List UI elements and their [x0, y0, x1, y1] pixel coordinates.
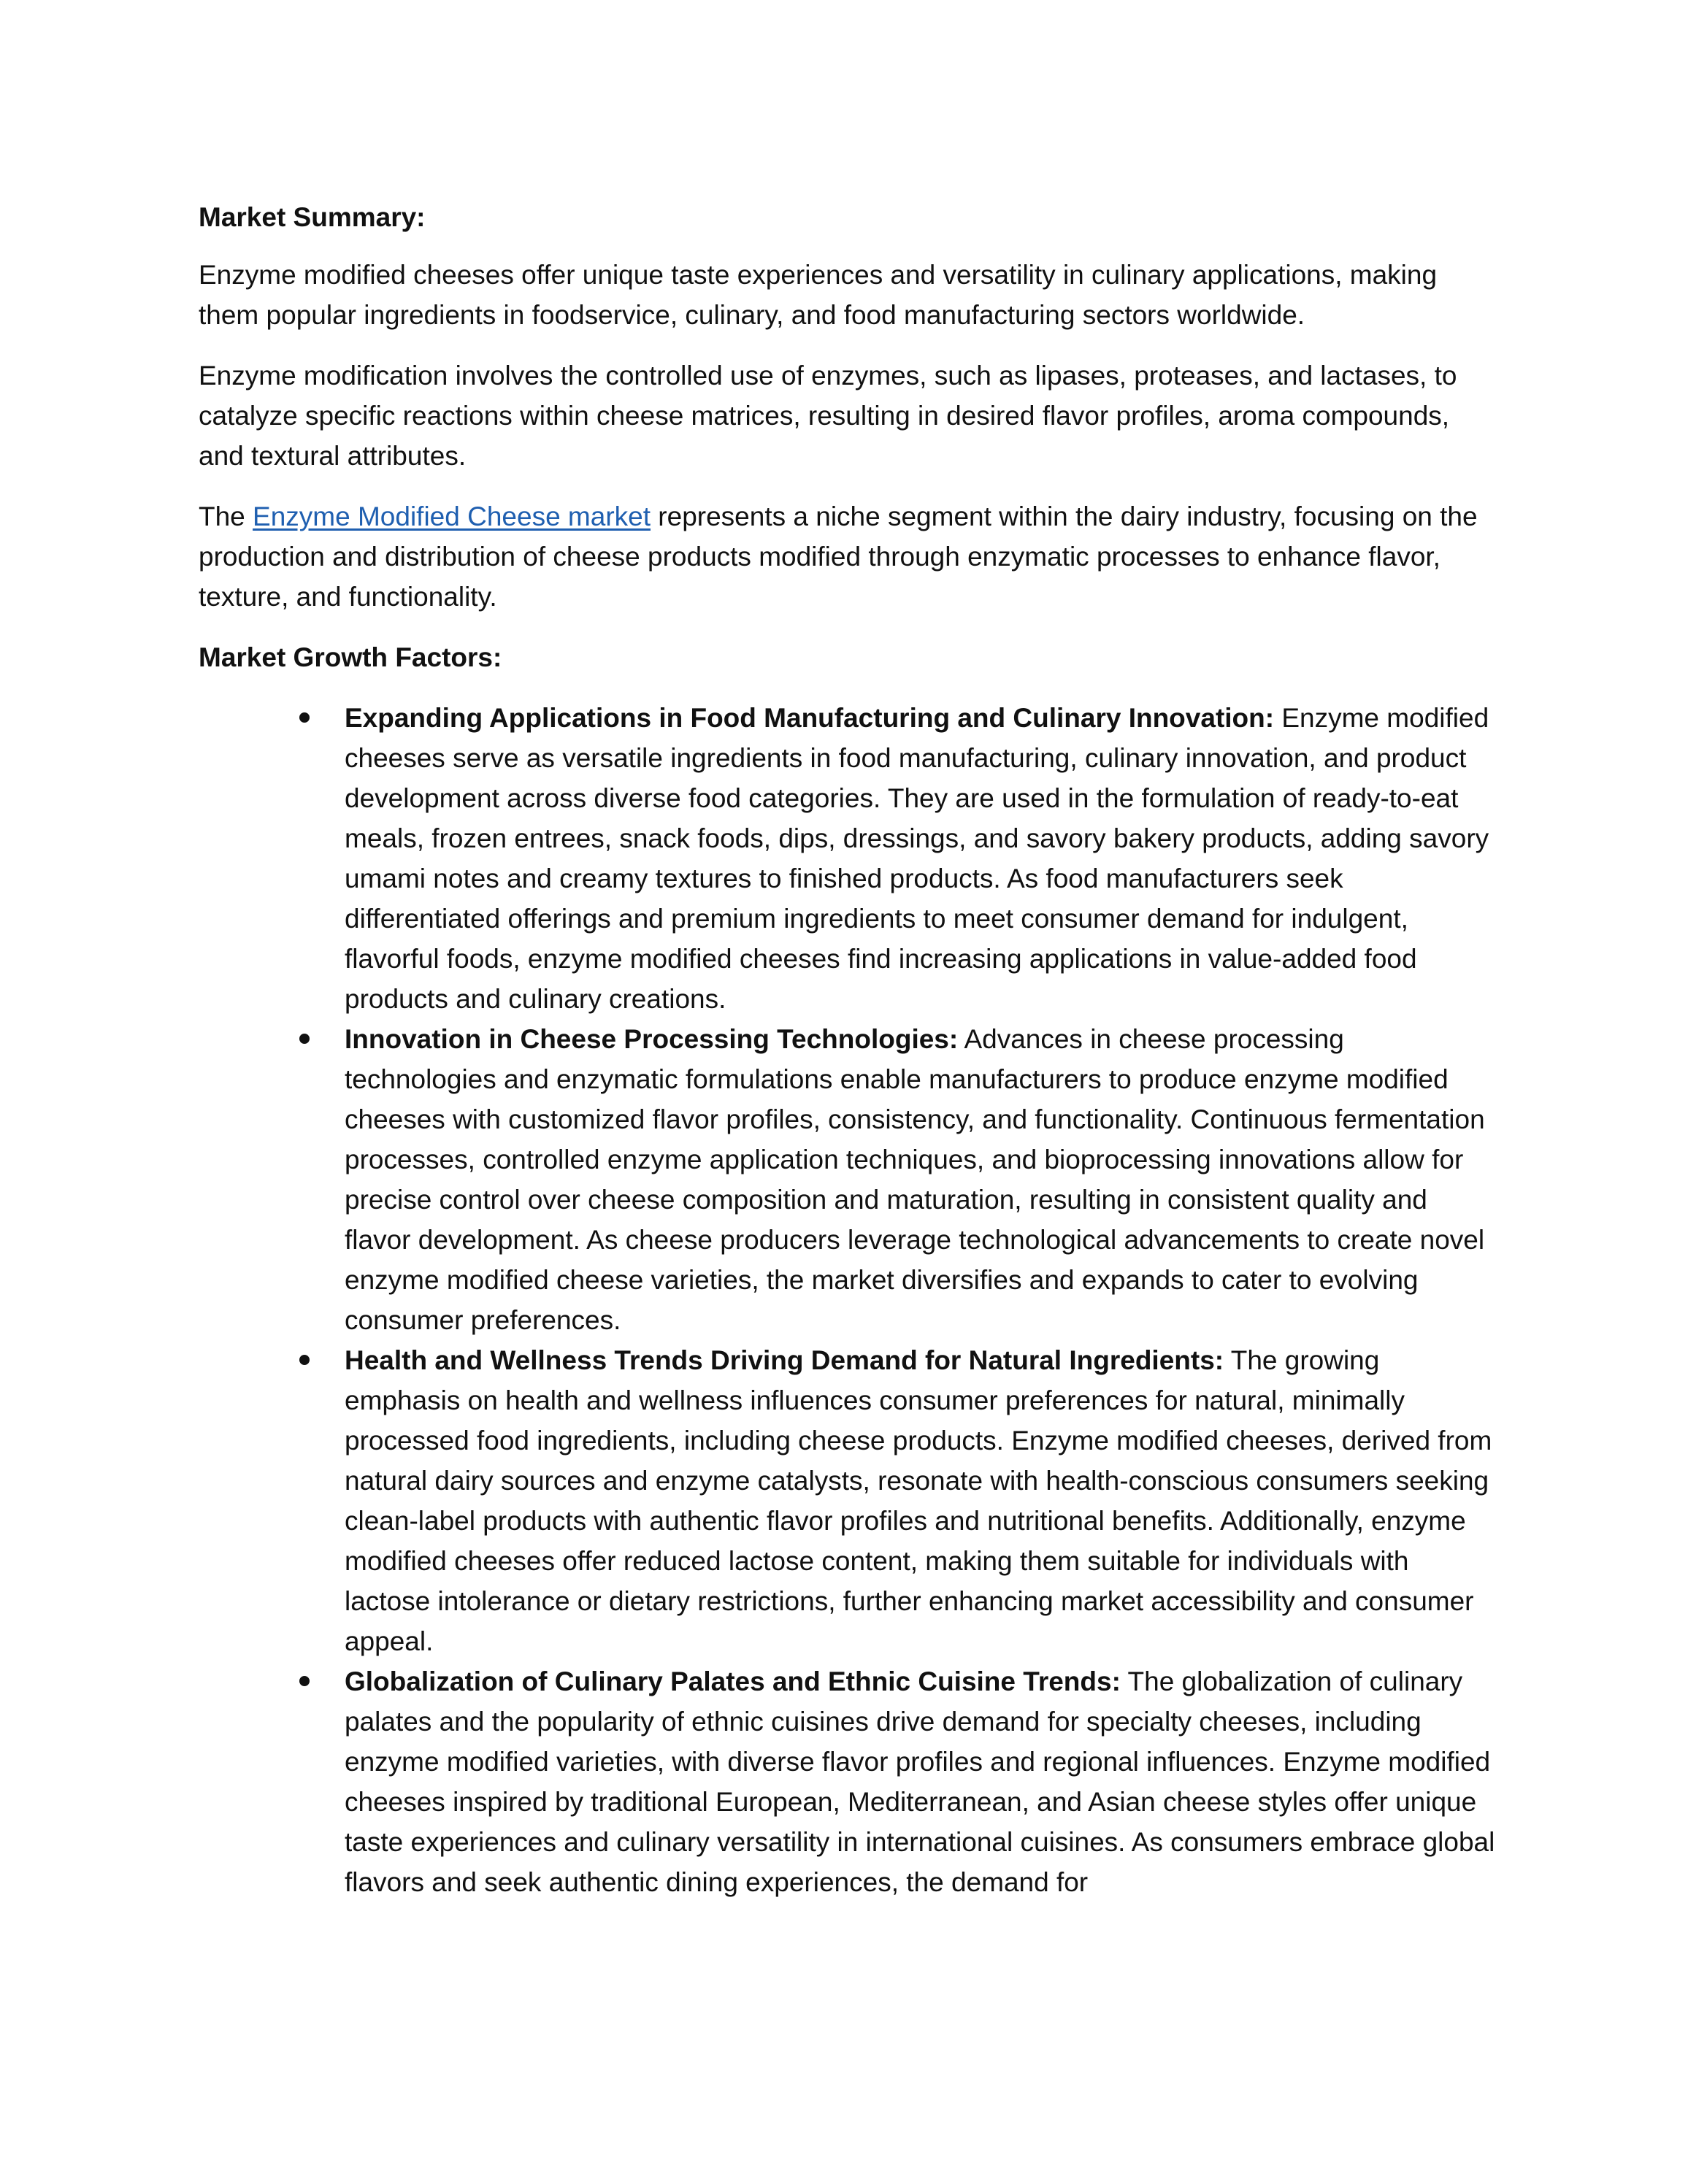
- list-item-title: Innovation in Cheese Processing Technologies:: [345, 1024, 959, 1054]
- summary-paragraph-3: [199, 496, 1498, 617]
- list-item-title: Health and Wellness Trends Driving Demand for Natural Ingredients:: [345, 1345, 1224, 1375]
- summary-paragraph-1: Enzyme modified cheeses offer unique taste experiences and versatility in culinary applications, making them popular ingredients in foodservice, culinary, and food manufacturing sectors worldwide.: [199, 260, 1438, 330]
- market-summary-heading: Market Summary:: [199, 202, 426, 232]
- document-page: [199, 197, 1498, 1902]
- list-item: [345, 1340, 1498, 1661]
- list-item: [345, 698, 1498, 1019]
- list-item-text: The growing emphasis on health and wellness influences consumer preferences for natural, minimally processed food ingredients, including cheese products. Enzyme modified cheeses, derived from natural dairy sources and enzyme catalysts, resonate with health-conscious consumers seeking clean-label products with authentic flavor profiles and nutritional benefits. Additionally, enzyme modified cheeses offer reduced lactose content, making them suitable for individuals with lactose intolerance or dietary restrictions, further enhancing market accessibility and consumer appeal.: [345, 1345, 1492, 1656]
- summary-paragraph-2: Enzyme modification involves the controlled use of enzymes, such as lipases, proteases, and lactases, to catalyze specific reactions within cheese matrices, resulting in desired flavor profiles, aroma compounds, and textural attributes.: [199, 361, 1457, 471]
- paragraph-3-rest: represents a niche segment within the dairy industry, focusing on the production and distribution of cheese products modified through enzymatic processes to enhance flavor, texture, and functionality.: [199, 501, 1478, 612]
- list-item: [345, 1019, 1498, 1340]
- enzyme-modified-cheese-market-link[interactable]: Enzyme Modified Cheese market: [253, 501, 651, 531]
- list-item-title: Globalization of Culinary Palates and Ethnic Cuisine Trends:: [345, 1666, 1121, 1696]
- market-growth-factors-heading: Market Growth Factors:: [199, 642, 502, 672]
- list-item-text: Advances in cheese processing technologies and enzymatic formulations enable manufacturers to produce enzyme modified cheeses with customized flavor profiles, consistency, and functionality. Continuous fermentation processes, controlled enzyme application techniques, and bioprocessing innovations allow for precise control over cheese composition and maturation, resulting in consistent quality and flavor development. As cheese producers leverage technological advancements to create novel enzyme modified cheese varieties, the market diversifies and expands to cater to evolving consumer preferences.: [345, 1024, 1485, 1335]
- growth-factors-list: [345, 698, 1498, 1902]
- list-item-text: Enzyme modified cheeses serve as versatile ingredients in food manufacturing, culinary innovation, and product development across diverse food categories. They are used in the formulation of ready-to-eat meals, frozen entrees, snack foods, dips, dressings, and savory bakery products, adding savory umami notes and creamy textures to finished products. As food manufacturers seek differentiated offerings and premium ingredients to meet consumer demand for indulgent, flavorful foods, enzyme modified cheeses find increasing applications in value-added food products and culinary creations.: [345, 703, 1489, 1014]
- bullet-icon: [299, 1034, 310, 1044]
- paragraph-3-lead: The: [199, 501, 253, 531]
- list-item-title: Expanding Applications in Food Manufacturing and Culinary Innovation:: [345, 703, 1275, 733]
- list-item-text: The globalization of culinary palates and the popularity of ethnic cuisines drive demand for specialty cheeses, including enzyme modified varieties, with diverse flavor profiles and regional influences. Enzyme modified cheeses inspired by traditional European, Mediterranean, and Asian cheese styles offer unique taste experiences and culinary versatility in international cuisines. As consumers embrace global flavors and seek authentic dining experiences, the demand for: [345, 1666, 1495, 1897]
- bullet-icon: [299, 712, 310, 723]
- bullet-icon: [299, 1676, 310, 1686]
- list-item: [345, 1661, 1498, 1902]
- bullet-icon: [299, 1355, 310, 1365]
